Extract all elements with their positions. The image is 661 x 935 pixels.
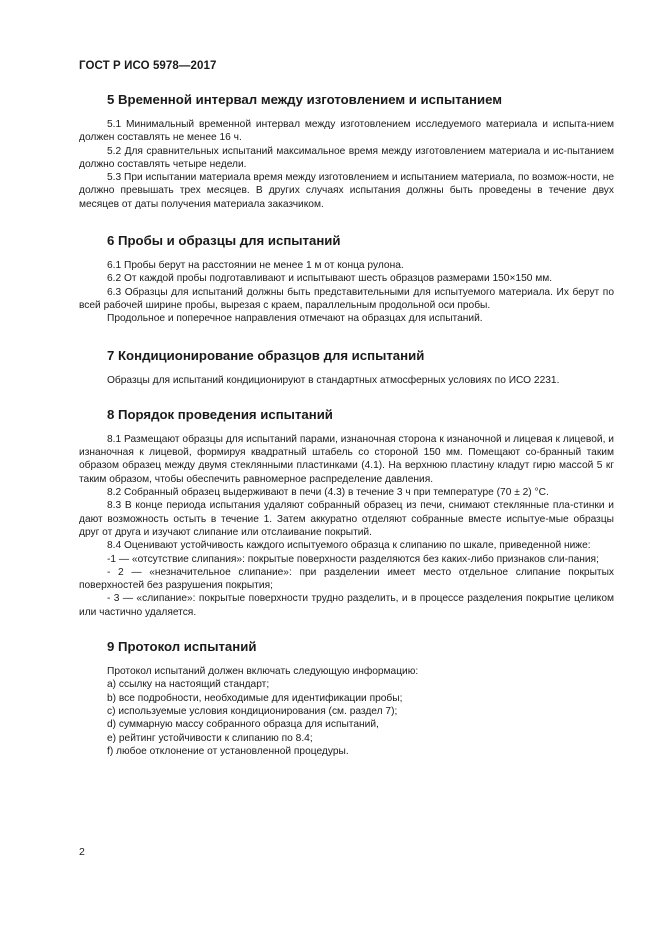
list-item: a) ссылку на настоящий стандарт; (107, 679, 270, 691)
paragraph: 6.1 Пробы берут на расстоянии не менее 1 м от конца рулона. (107, 260, 404, 272)
section-title: 7 Кондиционирование образцов для испытаний (107, 347, 425, 363)
list-item: c) используемые условия кондиционирования (см. раздел 7); (107, 705, 398, 717)
paragraph: 8.2 Собранный образец выдерживают в печи (4.3) в течение 3 ч при температуре (70 ± 2) °С. (107, 487, 549, 499)
section-title: 6 Пробы и образцы для испытаний (107, 233, 341, 249)
page-number: 2 (79, 846, 85, 858)
section-title: 9 Протокол испытаний (107, 639, 257, 655)
list-item: f) любое отклонение от установленной процедуры. (107, 745, 349, 757)
paragraph: Продольное и поперечное направления отмечают на образцах для испытаний. (107, 313, 483, 325)
section-title: 8 Порядок проведения испытаний (107, 406, 333, 422)
scale-item: - 3 — «слипание»: покрытые поверхности трудно разделить, и в процессе разделения покрытие целиком или частично удаляется. (79, 593, 614, 618)
paragraph: 8.1 Размещают образцы для испытаний парами, изнаночная сторона к изнаночной и лицевая к лицевой, и изнаночная к лицевой, формируя квадратный штабель со стороной 150 мм. Помещают со-бранный таким образом образец между двумя стеклянными пластинками (4.1). На верхнюю пластину кладут гирю массой 5 кг таким образом, чтобы обеспечить равномерное распределение давления. (79, 433, 614, 485)
section-6 (79, 233, 614, 325)
section-9 (79, 639, 614, 758)
paragraph: Протокол испытаний должен включать следующую информацию: (107, 666, 419, 678)
section-7 (79, 348, 614, 387)
list-item: e) рейтинг устойчивости к слипанию по 8.4; (107, 732, 313, 744)
paragraph: Образцы для испытаний кондиционируют в стандартных атмосферных условиях по ИСО 2231. (107, 374, 560, 386)
paragraph: 8.3 В конце периода испытания удаляют собранный образец из печи, снимают стеклянные пла-стинки и дают возможность остыть в течение 1. Затем аккуратно отделяют собранные вместе испытуе-мые образцы друг от друга и изучают слипание или отслаивание покрытий. (79, 500, 614, 538)
paragraph: 6.3 Образцы для испытаний должны быть представительными для испытуемого материала. Их берут по всей рабочей ширине пробы, вырезая с краем, параллельным продольной оси пробы. (79, 286, 614, 311)
paragraph: 5.2 Для сравнительных испытаний максимальное время между изготовлением материала и ис-пытанием должно составлять четыре недели. (79, 145, 614, 170)
paragraph: 6.2 От каждой пробы подготавливают и испытывают шесть образцов размерами 150×150 мм. (107, 273, 553, 285)
section-title: 5 Временной интервал между изготовлением и испытанием (107, 92, 502, 107)
section-5 (79, 92, 614, 211)
scale-item: -1 — «отсутствие слипания»: покрытые поверхности разделяются без каких-либо признаков сли-пания; (107, 553, 599, 565)
list-item: b) все подробности, необходимые для идентификации пробы; (107, 692, 403, 704)
scale-item: - 2 — «незначительное слипание»: при разделении имеет место отдельное слипание покрытых поверхностей без разрушения покрытия; (79, 566, 614, 592)
document-header: ГОСТ Р ИСО 5978—2017 (79, 60, 217, 72)
section-8 (79, 407, 614, 619)
paragraph: 5.3 При испытании материала время между изготовлением и испытанием материала, по возмож-ности, не должно превышать трех месяцев. В других случаях испытания должны быть проведены в течение двух месяцев от даты получения материала заказчиком. (79, 172, 614, 210)
document-body (79, 88, 614, 758)
paragraph: 8.4 Оценивают устойчивость каждого испытуемого образца к слипанию по шкале, приведенной ниже: (107, 540, 591, 552)
list-item: d) суммарную массу собранного образца для испытаний, (107, 719, 379, 731)
paragraph: 5.1 Минимальный временной интервал между изготовлением исследуемого материала и испыта-нием должен составлять не менее 16 ч. (79, 119, 614, 144)
